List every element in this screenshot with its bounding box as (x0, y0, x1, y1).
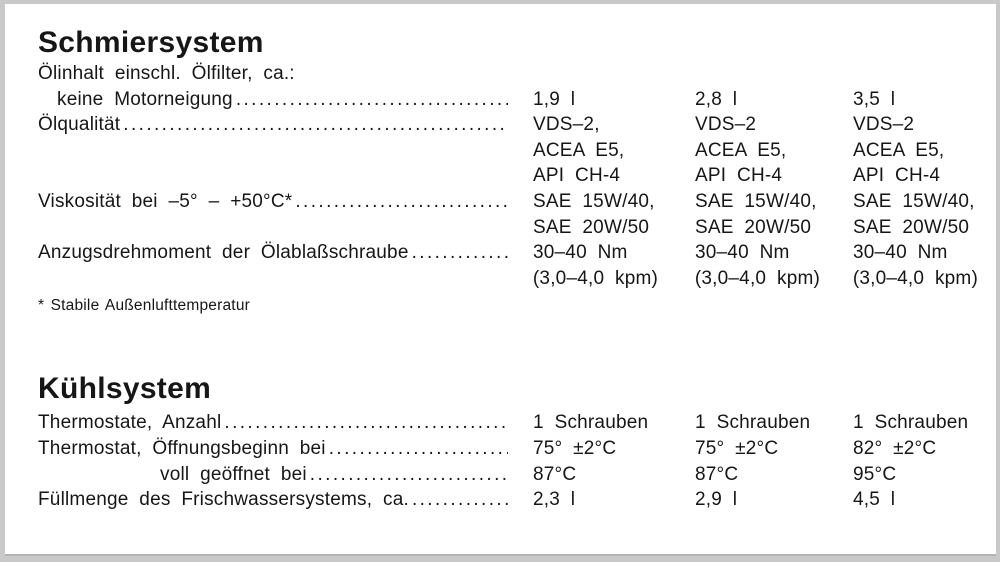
table-row (38, 61, 978, 87)
spec-value-col3: 3,5 l (853, 88, 896, 110)
dot-leader (310, 462, 508, 488)
spec-value-col3: API CH-4 (853, 165, 941, 187)
spec-value-col2: 30–40 Nm (695, 242, 790, 264)
table-row (38, 189, 978, 215)
spec-value-col2: 87°C (695, 463, 739, 485)
spec-value-col2: VDS–2 (695, 114, 757, 136)
spec-value-col2: (3,0–4,0 kpm) (694, 267, 821, 289)
spec-value-col1: SAE 15W/40, (533, 190, 655, 212)
spec-value-col1: ACEA E5, (533, 139, 625, 161)
spec-value-col2: 1 Schrauben (695, 412, 811, 434)
table-row (38, 240, 978, 266)
row-label: voll geöffnet bei (160, 463, 307, 485)
dot-leader (224, 410, 508, 436)
section-title-kuehlsystem: Kühlsystem (38, 372, 212, 406)
spec-value-col1: 75° ±2°C (533, 437, 617, 459)
spec-value-col2: API CH-4 (695, 165, 783, 187)
spec-value-col3: 1 Schrauben (853, 412, 969, 434)
spec-value-col1: (3,0–4,0 kpm) (532, 267, 659, 289)
spec-value-col1: API CH-4 (533, 165, 621, 187)
spec-value-col1: VDS–2, (533, 114, 600, 136)
row-label: Füllmenge des Frischwassersystems, ca. (38, 489, 409, 511)
dot-leader (412, 487, 508, 513)
table-row (38, 87, 978, 113)
table-row (38, 410, 978, 436)
row-label: Anzugsdrehmoment der Ölablaßschraube (38, 242, 409, 264)
spec-value-col3: VDS–2 (853, 114, 915, 136)
paper-sheet (5, 4, 996, 556)
footnote: * Stabile Außenlufttemperatur (38, 297, 250, 315)
spec-value-col2: 2,9 l (695, 489, 738, 511)
row-label: Thermostat, Öffnungsbeginn bei (38, 437, 326, 459)
spec-value-col3: 4,5 l (853, 489, 896, 511)
dot-leader (295, 189, 508, 215)
spec-value-col1: 1,9 l (533, 88, 576, 110)
spec-value-col2: ACEA E5, (695, 139, 787, 161)
row-label: Viskosität bei –5° – +50°C* (38, 190, 293, 212)
spec-value-col3: 95°C (853, 463, 897, 485)
row-label: Thermostate, Anzahl (38, 412, 222, 434)
dot-leader (412, 240, 508, 266)
spec-value-col3: ACEA E5, (853, 139, 945, 161)
spec-value-col1: 1 Schrauben (533, 412, 649, 434)
row-label: keine Motorneigung (57, 88, 233, 110)
table-row (38, 487, 978, 513)
spec-value-col3: (3,0–4,0 kpm) (852, 267, 978, 289)
row-label: Ölinhalt einschl. Ölfilter, ca.: (38, 63, 295, 84)
spec-value-col2: SAE 15W/40, (695, 190, 817, 212)
table-row (38, 215, 978, 241)
dot-leader (236, 87, 508, 113)
table-row (38, 436, 978, 462)
spec-value-col3: SAE 15W/40, (853, 190, 975, 212)
section-title-schmiersystem: Schmiersystem (38, 26, 264, 59)
spec-value-col1: SAE 20W/50 (533, 216, 650, 238)
dot-leader (123, 112, 508, 138)
spec-value-col2: 75° ±2°C (695, 437, 779, 459)
spec-value-col2: 2,8 l (695, 88, 738, 110)
row-label: Ölqualität (38, 114, 121, 136)
spec-value-col1: 2,3 l (533, 489, 576, 511)
table-row (38, 266, 978, 292)
table-row (38, 462, 978, 488)
table-row (38, 163, 978, 189)
spec-value-col1: 87°C (533, 463, 577, 485)
spec-value-col3: SAE 20W/50 (853, 216, 970, 238)
dot-leader (329, 436, 508, 462)
table-row (38, 112, 978, 138)
spec-value-col3: 30–40 Nm (853, 242, 948, 264)
table-row (38, 138, 978, 164)
spec-value-col2: SAE 20W/50 (695, 216, 812, 238)
spec-value-col1: 30–40 Nm (533, 242, 628, 264)
spec-value-col3: 82° ±2°C (853, 437, 937, 459)
